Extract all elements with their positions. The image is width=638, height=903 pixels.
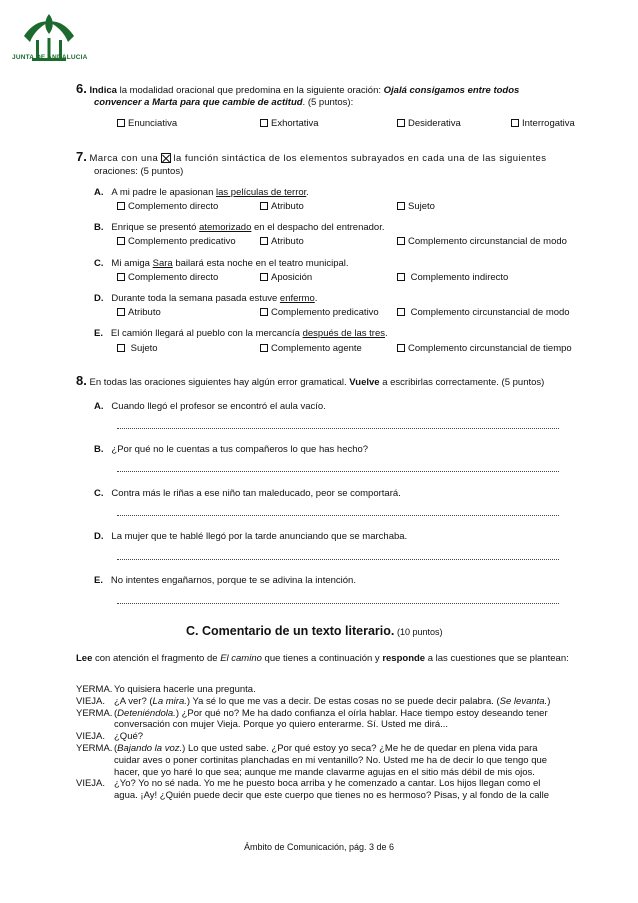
q7-line2: oraciones: (5 puntos) [94, 166, 184, 177]
checkbox-icon[interactable] [397, 202, 405, 210]
q8-e-answer-line[interactable] [117, 603, 559, 604]
q7-item-c: C. Mi amiga Sara bailará esta noche en el teatro municipal. [94, 258, 349, 269]
q6-heading: 6. Indica la modalidad oracional que predomina en la siguiente oración: Ojalá consigamos entre todos [76, 81, 520, 96]
x-checkbox-icon [161, 153, 171, 163]
checkbox-icon[interactable] [511, 119, 519, 127]
q7-item-e: E. El camión llegará al pueblo con la mercancía después de las tres. [94, 328, 388, 339]
q7-d-opt-2[interactable]: Complemento predicativo [260, 307, 379, 318]
checkbox-icon[interactable] [117, 308, 125, 316]
checkbox-icon[interactable] [117, 237, 125, 245]
q8-item-c: C. Contra más le riñas a ese niño tan maleducado, peor se comportará. [94, 488, 401, 499]
q7-item-a: A. A mi padre le apasionan las películas de terror. [94, 187, 309, 198]
q7-b-opt-2[interactable]: Atributo [260, 236, 304, 247]
dialogue [76, 684, 596, 802]
q7-d-opt-1[interactable]: Atributo [117, 307, 161, 318]
q8-heading: 8. En todas las oraciones siguientes hay algún error gramatical. Vuelve a escribirlas correctamente. (5 puntos) [76, 373, 545, 388]
logo-text: JUNTA DE ANDALUCIA [12, 54, 88, 61]
dialogue-line: YERMA. (Bajando la voz.) Lo que usted sabe. ¿Por qué estoy yo seca? ¿Me he de quedar en plena vida para [76, 742, 538, 754]
q8-c-answer-line[interactable] [117, 515, 559, 516]
q7-c-opt-1[interactable]: Complemento directo [117, 272, 218, 283]
q7-item-d: D. Durante toda la semana pasada estuve enfermo. [94, 293, 318, 304]
checkbox-icon[interactable] [397, 308, 405, 316]
checkbox-icon[interactable] [397, 237, 405, 245]
q7-c-opt-3[interactable]: Complemento indirecto [397, 272, 508, 283]
q6-line2: convencer a Marta para que cambie de actitud. (5 puntos): [94, 97, 354, 108]
checkbox-icon[interactable] [260, 273, 268, 281]
q6-option-4[interactable]: Interrogativa [511, 118, 575, 129]
page-footer: Ámbito de Comunicación, pág. 3 de 6 [243, 842, 395, 852]
checkbox-icon[interactable] [260, 119, 268, 127]
dialogue-line: hacer, que yo haré lo que sea; aunque me mande clavarme agujas en el sitio más débil de mis ojos. [114, 766, 535, 778]
dialogue-line: agua. ¡Ay! ¿Quién puede decir que este cuerpo que tienes no es hermoso? Pisas, y al fondo de la calle [114, 790, 549, 802]
q8-item-b: B. ¿Por qué no le cuentas a tus compañeros lo que has hecho? [94, 444, 369, 455]
q6-option-1[interactable]: Enunciativa [117, 118, 177, 129]
q8-b-answer-line[interactable] [117, 471, 559, 472]
q8-item-e: E. No intentes engañarnos, porque te se adivina la intención. [94, 575, 356, 586]
checkbox-icon[interactable] [397, 119, 405, 127]
checkbox-icon[interactable] [117, 202, 125, 210]
dialogue-line: VIEJA. ¿Yo? Yo no sé nada. Yo me he puesto boca arriba y he comenzado a cantar. Los hijos llegan como el [76, 778, 541, 790]
q7-b-opt-1[interactable]: Complemento predicativo [117, 236, 236, 247]
checkbox-icon[interactable] [260, 202, 268, 210]
q7-e-opt-3[interactable]: Complemento circunstancial de tiempo [397, 343, 572, 354]
q8-a-answer-line[interactable] [117, 428, 559, 429]
checkbox-icon[interactable] [117, 119, 125, 127]
q8-d-answer-line[interactable] [117, 559, 559, 560]
section-c-intro: Lee con atención el fragmento de El camino que tienes a continuación y responde a las cuestiones que se plantean: [76, 653, 569, 664]
q6-option-3[interactable]: Desiderativa [397, 118, 461, 129]
q7-a-opt-3[interactable]: Sujeto [397, 201, 435, 212]
q7-item-b: B. Enrique se presentó atemorizado en el despacho del entrenador. [94, 222, 385, 233]
checkbox-icon[interactable] [260, 308, 268, 316]
q8-item-a: A. Cuando llegó el profesor se encontró el aula vacío. [94, 401, 326, 412]
checkbox-icon[interactable] [260, 237, 268, 245]
checkbox-icon[interactable] [117, 273, 125, 281]
checkbox-icon[interactable] [260, 344, 268, 352]
q8-item-d: D. La mujer que te hablé llegó por la tarde anunciando que se marchaba. [94, 531, 408, 542]
q7-heading: 7. Marca con una la función sintáctica de los elementos subrayados en cada una de las siguientes [76, 149, 547, 164]
dialogue-line: VIEJA. ¿Qué? [76, 731, 144, 743]
q7-e-opt-2[interactable]: Complemento agente [260, 343, 362, 354]
q7-a-opt-1[interactable]: Complemento directo [117, 201, 218, 212]
checkbox-icon[interactable] [117, 344, 125, 352]
q7-c-opt-2[interactable]: Aposición [260, 272, 312, 283]
checkbox-icon[interactable] [397, 344, 405, 352]
q7-d-opt-3[interactable]: Complemento circunstancial de modo [397, 307, 570, 318]
section-c-title: C. Comentario de un texto literario. (10 puntos) [186, 624, 443, 638]
q7-e-opt-1[interactable]: Sujeto [117, 343, 158, 354]
q7-b-opt-3[interactable]: Complemento circunstancial de modo [397, 236, 567, 247]
q7-a-opt-2[interactable]: Atributo [260, 201, 304, 212]
checkbox-icon[interactable] [397, 273, 405, 281]
dialogue-line: YERMA. (Deteniéndola.) ¿Por qué no? Me ha dado confianza el oírla hablar. Hace tiempo estoy deseando tener [76, 707, 548, 719]
dialogue-line: conversación con mujer Vieja. Porque yo quiero enterarme. Sí. Usted me dirá... [114, 719, 449, 731]
dialogue-line: YERMA. Yo quisiera hacerle una pregunta. [76, 684, 256, 695]
dialogue-line: VIEJA. ¿A ver? (La mira.) Ya sé lo que me vas a decir. De estas cosas no se puede decir palabra. (Se levanta.) [76, 695, 551, 707]
q6-option-2[interactable]: Exhortativa [260, 118, 319, 129]
dialogue-line: cuidar aves o poner cortinitas planchadas en mi ventanillo? No. Usted me ha de decir lo que tengo que [114, 754, 548, 766]
